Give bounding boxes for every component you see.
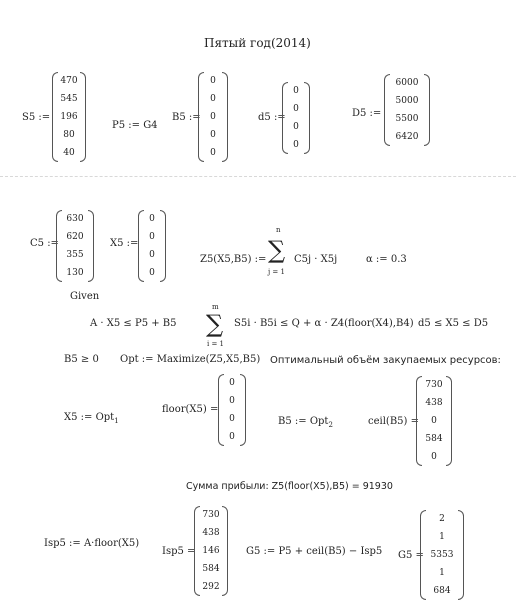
matrix-entry: 0 xyxy=(149,250,155,260)
matrix-entry: 684 xyxy=(433,586,451,596)
matrix-entry: 584 xyxy=(202,564,220,574)
matrix-entry: 0 xyxy=(229,432,235,442)
ceil-b5-matrix xyxy=(416,376,452,466)
constraint-sum-upper-limit: m xyxy=(212,303,219,311)
g5-label: G5 = xyxy=(398,550,424,561)
matrix-entry: 0 xyxy=(293,104,299,114)
matrix-entry: 2 xyxy=(439,514,445,524)
constraint-sum-sigma: ∑ xyxy=(206,310,224,338)
x5-assign-text: X5 := Opt xyxy=(64,412,115,423)
z5-sum-lower-limit: j = 1 xyxy=(268,268,285,276)
z5-sum-sigma: ∑ xyxy=(268,236,286,264)
constraint-budget: A · X5 ≤ P5 + B5 xyxy=(90,318,177,329)
b5-assign-index: 2 xyxy=(328,421,333,429)
ceil-b5-label: ceil(B5) = xyxy=(368,416,419,427)
section-divider xyxy=(0,176,516,177)
matrix-entry: 5500 xyxy=(395,114,419,124)
matrix-entry: 630 xyxy=(66,214,84,224)
z5-definition: Z5(X5,B5) := xyxy=(200,254,267,265)
optimization-definition: Opt := Maximize(Z5,X5,B5) xyxy=(120,354,261,365)
b5-assign-text: B5 := Opt xyxy=(278,416,329,427)
matrix-entry: 0 xyxy=(431,416,437,426)
matrix-entry: 0 xyxy=(210,130,216,140)
x5-matrix xyxy=(138,210,166,282)
s5-label: S5 := xyxy=(22,112,51,123)
isp5-matrix xyxy=(194,506,228,596)
matrix-entry: 0 xyxy=(229,378,235,388)
g5-definition: G5 := P5 + ceil(B5) − Isp5 xyxy=(246,546,383,557)
matrix-entry: 438 xyxy=(202,528,220,538)
constraint-nonnegative: B5 ≥ 0 xyxy=(64,354,99,365)
matrix-entry: 438 xyxy=(425,398,443,408)
matrix-entry: 0 xyxy=(293,86,299,96)
matrix-entry: 0 xyxy=(149,214,155,224)
matrix-entry: 0 xyxy=(210,94,216,104)
d5-lower-label: d5 := xyxy=(258,112,286,123)
matrix-entry: 470 xyxy=(60,76,78,86)
matrix-entry: 0 xyxy=(210,76,216,86)
matrix-entry: 355 xyxy=(66,250,84,260)
matrix-entry: 6000 xyxy=(395,78,419,88)
matrix-entry: 0 xyxy=(210,148,216,158)
c5-matrix xyxy=(56,210,94,282)
constraint-sum-lower-limit: i = 1 xyxy=(207,340,225,348)
constraint-bounds: d5 ≤ X5 ≤ D5 xyxy=(418,318,489,329)
floor-x5-label: floor(X5) = xyxy=(162,404,219,415)
optimal-resources-heading: Оптимальный объём закупаемых ресурсов: xyxy=(270,355,501,366)
b5-assignment xyxy=(278,416,333,429)
isp5-label: Isp5 = xyxy=(162,546,196,557)
b5-label: B5 := xyxy=(172,112,201,123)
matrix-entry: 0 xyxy=(149,268,155,278)
d5-upper-label: D5 := xyxy=(352,108,382,119)
matrix-entry: 5353 xyxy=(430,550,454,560)
matrix-entry: 1 xyxy=(439,568,445,578)
profit-line: Сумма прибыли: Z5(floor(X5),B5) = 91930 xyxy=(186,481,393,492)
matrix-entry: 620 xyxy=(66,232,84,242)
g5-matrix xyxy=(420,510,464,600)
matrix-entry: 196 xyxy=(60,112,78,122)
matrix-entry: 0 xyxy=(149,232,155,242)
matrix-entry: 146 xyxy=(202,546,220,556)
isp5-definition: Isp5 := A·floor(X5) xyxy=(44,538,140,549)
given-keyword: Given xyxy=(70,291,100,302)
page-title: Пятый год(2014) xyxy=(204,36,311,50)
matrix-entry: 0 xyxy=(431,452,437,462)
matrix-entry: 292 xyxy=(202,582,220,592)
matrix-entry: 730 xyxy=(425,380,443,390)
alpha-definition: α := 0.3 xyxy=(366,254,407,265)
d5-lower-matrix xyxy=(282,82,310,154)
c5-label: C5 := xyxy=(30,238,59,249)
floor-x5-matrix xyxy=(218,374,246,446)
x5-label: X5 := xyxy=(110,238,139,249)
matrix-entry: 0 xyxy=(229,414,235,424)
matrix-entry: 730 xyxy=(202,510,220,520)
b5-matrix xyxy=(198,72,228,162)
s5-matrix xyxy=(52,72,86,162)
constraint-credit: S5i · B5i ≤ Q + α · Z4(floor(X4),B4) xyxy=(234,318,414,329)
matrix-entry: 40 xyxy=(63,148,75,158)
matrix-entry: 545 xyxy=(60,94,78,104)
matrix-entry: 0 xyxy=(293,140,299,150)
matrix-entry: 0 xyxy=(210,112,216,122)
x5-assignment xyxy=(64,412,119,425)
matrix-entry: 0 xyxy=(229,396,235,406)
matrix-entry: 0 xyxy=(293,122,299,132)
matrix-entry: 80 xyxy=(63,130,75,140)
z5-sum-upper-limit: n xyxy=(276,226,281,234)
matrix-entry: 5000 xyxy=(395,96,419,106)
matrix-entry: 1 xyxy=(439,532,445,542)
x5-assign-index: 1 xyxy=(114,417,119,425)
z5-summand: C5j · X5j xyxy=(294,254,338,265)
d5-upper-matrix xyxy=(384,74,430,146)
matrix-entry: 584 xyxy=(425,434,443,444)
matrix-entry: 130 xyxy=(66,268,84,278)
matrix-entry: 6420 xyxy=(395,132,419,142)
p5-definition: P5 := G4 xyxy=(112,120,158,131)
